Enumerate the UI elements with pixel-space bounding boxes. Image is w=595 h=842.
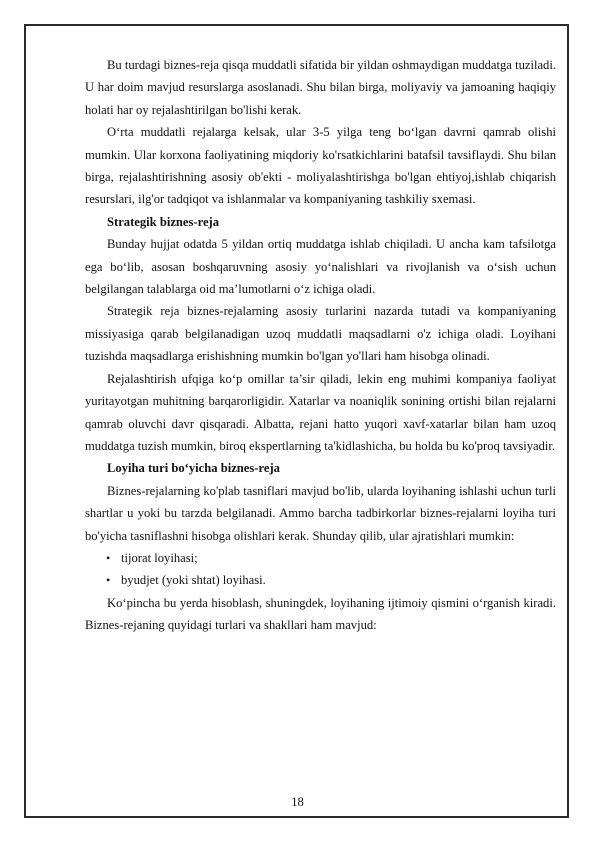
paragraph: Biznes-rejalarning ko'plab tasniflari mavjud bo'lib, ularda loyihaning ishlashi uchun turli shartlar u yoki bu tarzda belgilanadi. Ammo barcha tadbirkorlar biznes-rejalarni loyiha turi bo'yicha tasniflashni hisobga olishlari kerak. Shunday qilib, ular ajratishlari mumkin: [85,483,556,543]
list-item: • tijorat loyihasi; [85,547,556,569]
bullet-list [85,547,556,592]
paragraph: Strategik reja biznes-rejalarning asosiy turlarini nazarda tutadi va kompaniyaning missiyasiga qarab belgilanadigan uzoq muddatli maqsadlarni o'z ichiga oladi. Loyihani tuzishda maqsadlarga erishishning mumkin bo'lgan yo'llari ham hisobga olinadi. [85,304,556,364]
document-body [85,54,556,637]
list-item: • byudjet (yoki shtat) loyihasi. [85,569,556,591]
paragraph: Bunday hujjat odatda 5 yildan ortiq muddatga ishlab chiqiladi. U ancha kam tafsilotga ega bo‘lib, asosan boshqaruvning asosiy yo‘nalishlari va rivojlanish va o‘sish uchun belgilangan talablarga oid ma’lumotlarni o‘z ichiga oladi. [85,237,556,297]
paragraph: Bu turdagi biznes-reja qisqa muddatli sifatida bir yildan oshmaydigan muddatga tuziladi. U har doim mavjud resurslarga asoslanadi. Shu bilan birga, moliyaviy va jamoaning haqiqiy holati har oy rejalashtirilgan bo'lishi kerak. [85,58,556,117]
paragraph: O‘rta muddatli rejalarga kelsak, ular 3-5 yilga teng bo‘lgan davrni qamrab olishi mumkin. Ular korxona faoliyatining miqdoriy ko'rsatkichlarini batafsil tavsiflaydi. Shu bilan birga, rejalashtirishning asosiy ob'ekti - moliyalashtirishga bo'lgan ehtiyoj,ishlab chiqarish resurslari, ilg'or tadqiqot va ishlanmalar va kompaniyaning tashkiliy sxemasi. [85,125,556,207]
page-number: 18 [291,795,304,809]
section-heading: Strategik biznes-reja [107,214,220,229]
paragraph: Ko‘pincha bu yerda hisoblash, shuningdek, loyihaning ijtimoiy qismini o‘rganish kiradi. Biznes-rejaning quyidagi turlari va shakllari ham mavjud: [85,595,556,633]
paragraph: Rejalashtirish ufqiga ko‘p omillar ta’sir qiladi, lekin eng muhimi kompaniya faoliyat yuritayotgan muhitning barqarorligidir. Xatarlar va noaniqlik sonining ortishi bilan rejalarni qamrab oluvchi davr qisqaradi. Albatta, rejani hatto yuqori xavf-xatarlar bilan ham uzoq muddatga tuzish mumkin, biroq ekspertlarning ta'kidlashicha, bu holda bu ko'proq tavsiyadir. [85,371,556,453]
section-heading: Loyiha turi bo‘yicha biznes-reja [107,461,280,476]
